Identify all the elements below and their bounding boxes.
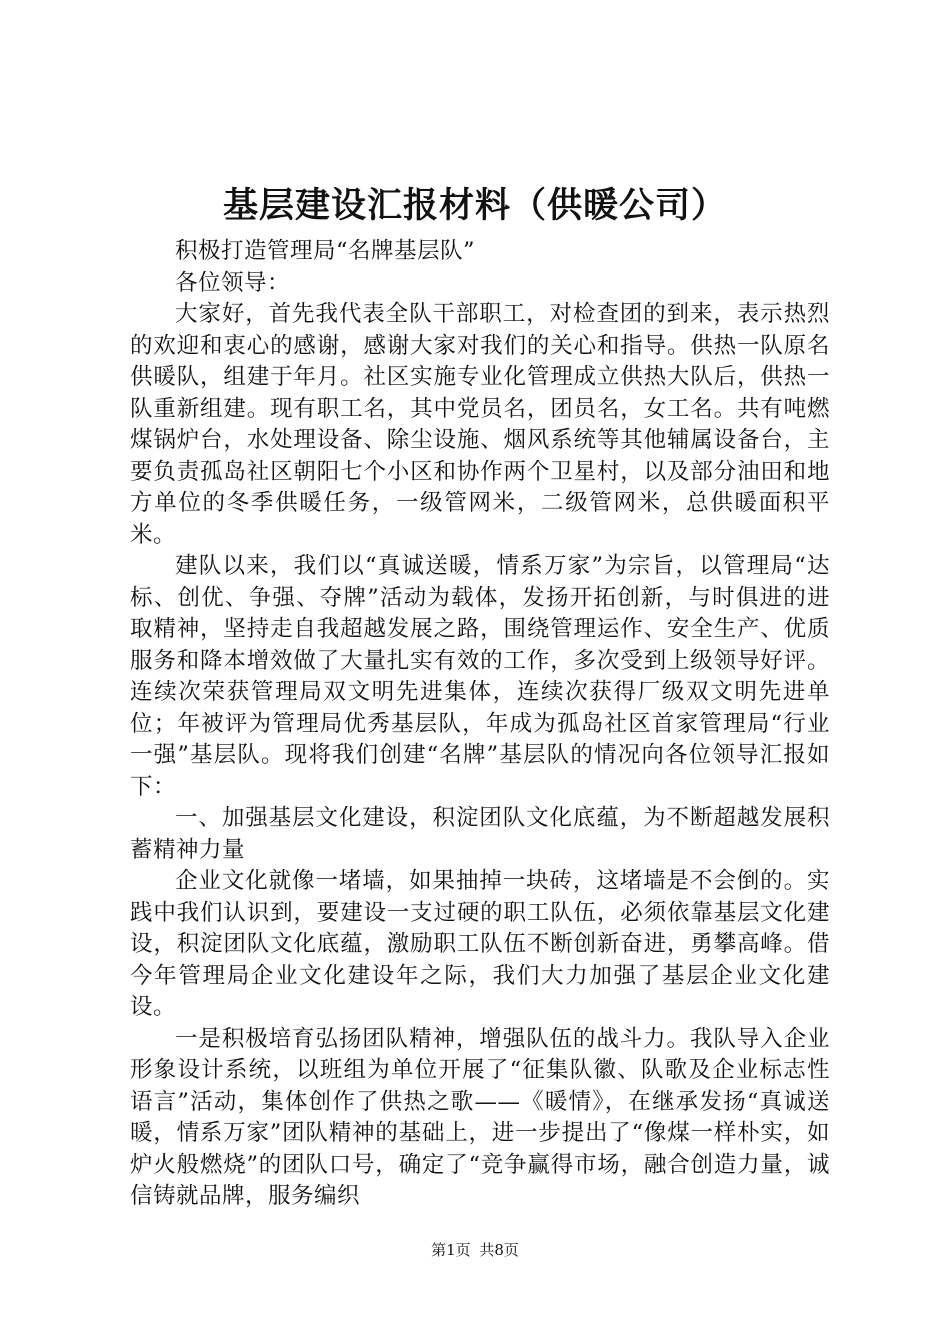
culture-paragraph: 企业文化就像一堵墙，如果抽掉一块砖，这堵墙是不会倒的。实践中我们认识到，要建设一支过硬的职工队伍，必须依靠基层文化建设，积淀团队文化底蕴，激励职工队伍不断创新奋进，勇攀高峰。借今年管理局企业文化建设年之际，我们大力加强了基层企业文化建设。 xyxy=(130,868,830,1020)
team-spirit-paragraph: 一是积极培育弘扬团队精神，增强队伍的战斗力。我队导入企业形象设计系统，以班组为单位开展了“征集队徽、队歌及企业标志性语言”活动，集体创作了供热之歌——《暖情》，在继承发扬“真诚送暖，情系万家”团队精神的基础上，进一步提出了“像煤一样朴实，如炉火般燃烧”的团队口号，确定了“竞争赢得市场，融合创造力量，诚信铸就品牌，服务编织 xyxy=(130,1025,830,1209)
document-body xyxy=(130,236,830,1213)
section-heading-1: 一、加强基层文化建设，积淀团队文化底蕴，为不断超越发展积蓄精神力量 xyxy=(130,805,830,863)
page-number: 第1页 xyxy=(431,1241,471,1259)
salutation-paragraph: 各位领导： xyxy=(175,269,291,296)
history-paragraph: 建队以来，我们以“真诚送暖，情系万家”为宗旨，以管理局“达标、创优、争强、夺牌”活动为载体，发扬开拓创新，与时俱进的进取精神，坚持走自我超越发展之路，围绕管理运作、安全生产、优质服务和降本增效做了大量扎实有效的工作，多次受到上级领导好评。连续次荣获管理局双文明先进集体，连续次获得厂级双文明先进单位；年被评为管理局优秀基层队，年成为孤岛社区首家管理局“行业一强”基层队。现将我们创建“名牌”基层队的情况向各位领导汇报如下： xyxy=(130,553,830,800)
document-title: 基层建设汇报材料（供暖公司） xyxy=(222,185,727,226)
page-footer xyxy=(0,1240,950,1260)
page-total: 共8页 xyxy=(479,1241,519,1259)
intro-paragraph: 大家好，首先我代表全队干部职工，对检查团的到来，表示热烈的欢迎和衷心的感谢，感谢大家对我们的关心和指导。供热一队原名供暖队，组建于年月。社区实施专业化管理成立供热大队后，供热一队重新组建。现有职工名，其中党员名，团员名，女工名。共有吨燃煤锅炉台，水处理设备、除尘设施、烟风系统等其他辅属设备台，主要负责孤岛社区朝阳七个小区和协作两个卫星村，以及部分油田和地方单位的冬季供暖任务，一级管网米，二级管网米，总供暖面积平米。 xyxy=(130,301,830,548)
subtitle-paragraph: 积极打造管理局“名牌基层队” xyxy=(175,238,476,264)
